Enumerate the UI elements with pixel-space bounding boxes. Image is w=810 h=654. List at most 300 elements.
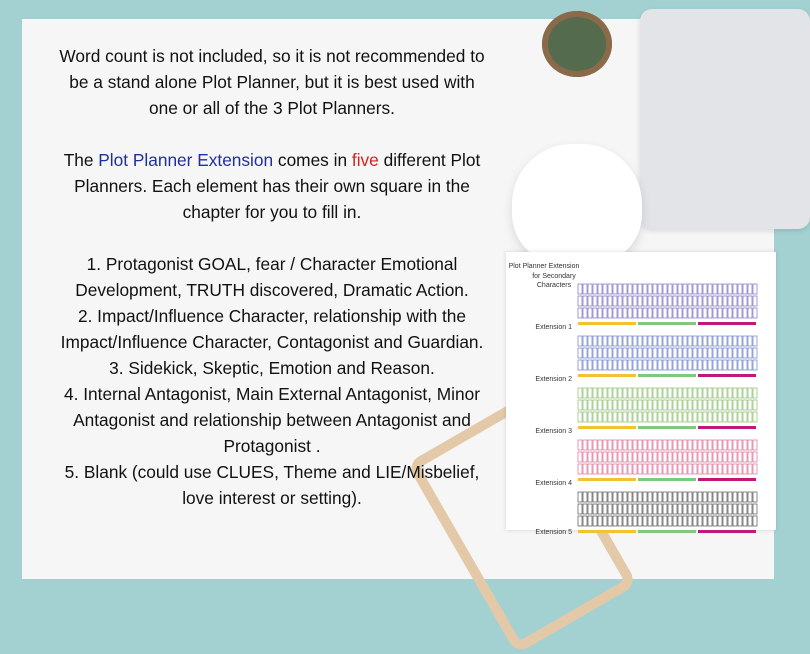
grid-cell bbox=[613, 504, 617, 514]
grid-cell bbox=[688, 504, 692, 514]
grid-cell bbox=[753, 388, 757, 398]
grid-cell bbox=[603, 516, 607, 526]
grid-cell bbox=[618, 452, 622, 462]
grid-cell bbox=[603, 440, 607, 450]
grid-cell bbox=[748, 452, 752, 462]
grid-cell bbox=[708, 516, 712, 526]
grid-cell bbox=[588, 504, 592, 514]
grid-cell bbox=[658, 452, 662, 462]
grid-cell bbox=[648, 504, 652, 514]
grid-cell bbox=[588, 296, 592, 306]
grid-cell bbox=[713, 336, 717, 346]
grid-cell bbox=[678, 516, 682, 526]
grid-cell bbox=[648, 440, 652, 450]
grid-cell bbox=[748, 336, 752, 346]
grid-cell bbox=[708, 464, 712, 474]
grid-cell bbox=[583, 336, 587, 346]
grid-cell bbox=[668, 452, 672, 462]
paragraph-1-line: Word count is not included, so it is not recommended to bbox=[59, 46, 485, 66]
keyboard-decoration bbox=[640, 9, 810, 229]
grid-cell bbox=[703, 284, 707, 294]
grid-cell bbox=[638, 308, 642, 318]
grid-cell bbox=[703, 440, 707, 450]
grid-cell bbox=[753, 360, 757, 370]
grid-cell bbox=[628, 388, 632, 398]
grid-cell bbox=[748, 504, 752, 514]
grid-cell bbox=[578, 360, 582, 370]
text-prefix: The bbox=[63, 150, 99, 170]
grid-cell bbox=[748, 516, 752, 526]
grid-cell bbox=[713, 492, 717, 502]
grid-cell bbox=[603, 388, 607, 398]
grid-cell bbox=[578, 464, 582, 474]
grid-cell bbox=[718, 296, 722, 306]
grid-cell bbox=[598, 516, 602, 526]
grid-cell bbox=[658, 440, 662, 450]
grid-cell bbox=[728, 388, 732, 398]
grid-cell bbox=[658, 388, 662, 398]
grid-cell bbox=[643, 284, 647, 294]
grid-cell bbox=[623, 452, 627, 462]
grid-cell bbox=[583, 464, 587, 474]
grid-cell bbox=[678, 348, 682, 358]
grid-cell bbox=[693, 464, 697, 474]
grid-cell bbox=[633, 388, 637, 398]
grid-cell bbox=[673, 296, 677, 306]
grid-cell bbox=[578, 400, 582, 410]
grid-cell bbox=[718, 336, 722, 346]
grid-cell bbox=[618, 464, 622, 474]
grid-cell bbox=[733, 516, 737, 526]
grid-cell bbox=[678, 308, 682, 318]
grid-cell bbox=[588, 348, 592, 358]
grid-cell bbox=[723, 308, 727, 318]
grid-cell bbox=[673, 504, 677, 514]
grid-cell bbox=[618, 308, 622, 318]
grid-accent-bar bbox=[578, 478, 636, 481]
grid-cell bbox=[678, 284, 682, 294]
grid-cell bbox=[743, 284, 747, 294]
grid-cell bbox=[598, 464, 602, 474]
grid-cell bbox=[653, 348, 657, 358]
grid-cell bbox=[608, 504, 612, 514]
grid-cell bbox=[718, 492, 722, 502]
grid-cell bbox=[623, 492, 627, 502]
description-text bbox=[22, 43, 522, 511]
grid-cell bbox=[683, 308, 687, 318]
grid-cell bbox=[623, 284, 627, 294]
grid-cell bbox=[733, 308, 737, 318]
grid-cell bbox=[588, 308, 592, 318]
grid-cell bbox=[748, 440, 752, 450]
grid-cell bbox=[613, 284, 617, 294]
grid-cell bbox=[603, 348, 607, 358]
grid-cell bbox=[728, 452, 732, 462]
grid-cell bbox=[583, 308, 587, 318]
grid-cell bbox=[613, 452, 617, 462]
grid-cell bbox=[693, 360, 697, 370]
grid-cell bbox=[618, 360, 622, 370]
grid-cell bbox=[653, 412, 657, 422]
grid-cell bbox=[593, 308, 597, 318]
grid-cell bbox=[663, 400, 667, 410]
grid-cell bbox=[693, 492, 697, 502]
grid-cell bbox=[653, 360, 657, 370]
list-line: 1. Protagonist GOAL, fear / Character Emotional bbox=[86, 254, 458, 274]
grid-accent-bar bbox=[638, 426, 696, 429]
grid-cell bbox=[703, 412, 707, 422]
grid-cell bbox=[668, 440, 672, 450]
grid-cell bbox=[713, 348, 717, 358]
list-line: Development, TRUTH discovered, Dramatic Action. bbox=[75, 280, 469, 300]
paragraph-2-line bbox=[22, 147, 522, 173]
grid-cell bbox=[598, 360, 602, 370]
grid-cell bbox=[748, 412, 752, 422]
grid-cell bbox=[673, 284, 677, 294]
grid-cell bbox=[588, 440, 592, 450]
extension-label: Extension 1 bbox=[535, 324, 572, 331]
grid-accent-bar bbox=[578, 426, 636, 429]
grid-cell bbox=[653, 440, 657, 450]
grid-cell bbox=[698, 360, 702, 370]
text-suffix: different Plot bbox=[378, 150, 481, 170]
grid-cell bbox=[658, 412, 662, 422]
grid-cell bbox=[603, 284, 607, 294]
grid-cell bbox=[648, 516, 652, 526]
grid-cell bbox=[738, 440, 742, 450]
grid-cell bbox=[623, 516, 627, 526]
grid-cell bbox=[743, 400, 747, 410]
grid-cell bbox=[598, 412, 602, 422]
grid-cell bbox=[723, 440, 727, 450]
grid-cell bbox=[733, 388, 737, 398]
grid-cell bbox=[578, 308, 582, 318]
extension-label: Extension 4 bbox=[535, 480, 572, 487]
grid-cell bbox=[668, 336, 672, 346]
grid-cell bbox=[578, 492, 582, 502]
grid-accent-bar bbox=[638, 530, 696, 533]
list-line: Antagonist and relationship between Antagonist and bbox=[73, 410, 471, 430]
grid-cell bbox=[608, 296, 612, 306]
grid-cell bbox=[633, 284, 637, 294]
grid-cell bbox=[663, 492, 667, 502]
grid-cell bbox=[708, 360, 712, 370]
grid-cell bbox=[633, 492, 637, 502]
grid-cell bbox=[698, 464, 702, 474]
grid-cell bbox=[748, 464, 752, 474]
grid-cell bbox=[738, 412, 742, 422]
grid-cell bbox=[753, 400, 757, 410]
grid-cell bbox=[693, 308, 697, 318]
grid-cell bbox=[668, 516, 672, 526]
grid-cell bbox=[588, 452, 592, 462]
grid-cell bbox=[733, 296, 737, 306]
grid-cell bbox=[708, 504, 712, 514]
grid-cell bbox=[578, 504, 582, 514]
grid-cell bbox=[628, 296, 632, 306]
planner-grids bbox=[578, 284, 757, 533]
grid-cell bbox=[673, 464, 677, 474]
grid-cell bbox=[663, 504, 667, 514]
grid-cell bbox=[593, 388, 597, 398]
grid-cell bbox=[663, 412, 667, 422]
grid-cell bbox=[633, 308, 637, 318]
grid-cell bbox=[748, 388, 752, 398]
grid-cell bbox=[633, 516, 637, 526]
grid-cell bbox=[698, 504, 702, 514]
grid-cell bbox=[753, 284, 757, 294]
grid-cell bbox=[678, 388, 682, 398]
grid-cell bbox=[663, 440, 667, 450]
grid-cell bbox=[643, 504, 647, 514]
grid-cell bbox=[728, 348, 732, 358]
grid-cell bbox=[738, 400, 742, 410]
grid-cell bbox=[583, 360, 587, 370]
grid-cell bbox=[723, 400, 727, 410]
grid-cell bbox=[743, 336, 747, 346]
grid-cell bbox=[623, 308, 627, 318]
grid-cell bbox=[608, 412, 612, 422]
grid-cell bbox=[733, 412, 737, 422]
grid-cell bbox=[683, 388, 687, 398]
grid-cell bbox=[653, 516, 657, 526]
grid-cell bbox=[638, 400, 642, 410]
grid-cell bbox=[593, 452, 597, 462]
grid-cell bbox=[738, 348, 742, 358]
grid-cell bbox=[708, 284, 712, 294]
grid-cell bbox=[733, 400, 737, 410]
grid-cell bbox=[593, 516, 597, 526]
grid-cell bbox=[723, 412, 727, 422]
grid-cell bbox=[713, 504, 717, 514]
grid-cell bbox=[653, 336, 657, 346]
grid-cell bbox=[733, 348, 737, 358]
grid-cell bbox=[693, 516, 697, 526]
grid-cell bbox=[608, 388, 612, 398]
grid-cell bbox=[668, 348, 672, 358]
list-line: 4. Internal Antagonist, Main External Antagonist, Minor bbox=[64, 384, 480, 404]
grid-accent-bar bbox=[578, 322, 636, 325]
grid-cell bbox=[638, 504, 642, 514]
grid-cell bbox=[603, 412, 607, 422]
grid-cell bbox=[718, 440, 722, 450]
grid-cell bbox=[693, 336, 697, 346]
grid-cell bbox=[738, 516, 742, 526]
grid-cell bbox=[688, 308, 692, 318]
grid-cell bbox=[733, 464, 737, 474]
grid-cell bbox=[588, 360, 592, 370]
grid-cell bbox=[693, 284, 697, 294]
grid-cell bbox=[738, 464, 742, 474]
grid-cell bbox=[648, 284, 652, 294]
grid-cell bbox=[673, 452, 677, 462]
grid-cell bbox=[578, 440, 582, 450]
grid-cell bbox=[708, 492, 712, 502]
grid-cell bbox=[658, 492, 662, 502]
grid-cell bbox=[653, 308, 657, 318]
grid-cell bbox=[583, 348, 587, 358]
list-line: 3. Sidekick, Skeptic, Emotion and Reason. bbox=[109, 358, 435, 378]
grid-cell bbox=[723, 360, 727, 370]
grid-cell bbox=[653, 296, 657, 306]
grid-cell bbox=[653, 284, 657, 294]
grid-cell bbox=[613, 492, 617, 502]
grid-cell bbox=[588, 284, 592, 294]
grid-cell bbox=[638, 516, 642, 526]
grid-cell bbox=[618, 516, 622, 526]
grid-cell bbox=[613, 516, 617, 526]
grid-cell bbox=[598, 336, 602, 346]
grid-cell bbox=[593, 284, 597, 294]
grid-cell bbox=[688, 452, 692, 462]
grid-cell bbox=[723, 504, 727, 514]
grid-cell bbox=[678, 412, 682, 422]
grid-cell bbox=[698, 440, 702, 450]
grid-cell bbox=[748, 400, 752, 410]
grid-cell bbox=[613, 348, 617, 358]
grid-cell bbox=[743, 504, 747, 514]
grid-cell bbox=[703, 308, 707, 318]
grid-cell bbox=[593, 296, 597, 306]
grid-cell bbox=[688, 516, 692, 526]
grid-cell bbox=[578, 296, 582, 306]
grid-cell bbox=[653, 452, 657, 462]
grid-cell bbox=[698, 336, 702, 346]
grid-cell bbox=[593, 492, 597, 502]
grid-accent-bar bbox=[698, 322, 756, 325]
grid-cell bbox=[598, 440, 602, 450]
grid-cell bbox=[628, 412, 632, 422]
grid-cell bbox=[658, 504, 662, 514]
grid-cell bbox=[693, 412, 697, 422]
grid-cell bbox=[678, 400, 682, 410]
grid-cell bbox=[583, 452, 587, 462]
grid-cell bbox=[693, 400, 697, 410]
grid-cell bbox=[643, 492, 647, 502]
grid-cell bbox=[683, 452, 687, 462]
grid-cell bbox=[668, 360, 672, 370]
grid-cell bbox=[633, 400, 637, 410]
grid-cell bbox=[748, 308, 752, 318]
grid-cell bbox=[633, 348, 637, 358]
grid-cell bbox=[658, 400, 662, 410]
grid-cell bbox=[658, 284, 662, 294]
grid-cell bbox=[633, 440, 637, 450]
grid-cell bbox=[638, 336, 642, 346]
grid-cell bbox=[718, 504, 722, 514]
grid-cell bbox=[608, 284, 612, 294]
grid-cell bbox=[628, 348, 632, 358]
preview-graphic bbox=[506, 252, 776, 536]
list-line: 5. Blank (could use CLUES, Theme and LIE/Misbelief, bbox=[64, 462, 480, 482]
grid-cell bbox=[618, 284, 622, 294]
grid-cell bbox=[643, 516, 647, 526]
grid-cell bbox=[588, 336, 592, 346]
grid-cell bbox=[703, 296, 707, 306]
grid-cell bbox=[648, 360, 652, 370]
extension-label: Extension 5 bbox=[535, 529, 572, 536]
grid-cell bbox=[668, 412, 672, 422]
grid-cell bbox=[663, 464, 667, 474]
grid-cell bbox=[663, 388, 667, 398]
grid-cell bbox=[648, 412, 652, 422]
grid-cell bbox=[658, 336, 662, 346]
grid-cell bbox=[643, 388, 647, 398]
grid-cell bbox=[733, 452, 737, 462]
grid-cell bbox=[753, 452, 757, 462]
grid-cell bbox=[698, 400, 702, 410]
grid-cell bbox=[663, 284, 667, 294]
grid-cell bbox=[723, 336, 727, 346]
grid-accent-bar bbox=[638, 322, 696, 325]
grid-cell bbox=[678, 464, 682, 474]
grid-cell bbox=[678, 504, 682, 514]
grid-cell bbox=[603, 296, 607, 306]
grid-cell bbox=[653, 492, 657, 502]
grid-cell bbox=[683, 440, 687, 450]
grid-cell bbox=[663, 348, 667, 358]
grid-cell bbox=[673, 388, 677, 398]
grid-cell bbox=[688, 284, 692, 294]
grid-cell bbox=[693, 440, 697, 450]
grid-cell bbox=[603, 308, 607, 318]
grid-cell bbox=[613, 308, 617, 318]
grid-cell bbox=[583, 504, 587, 514]
grid-cell bbox=[668, 296, 672, 306]
grid-cell bbox=[608, 348, 612, 358]
grid-cell bbox=[753, 308, 757, 318]
grid-cell bbox=[603, 400, 607, 410]
grid-cell bbox=[658, 296, 662, 306]
grid-cell bbox=[658, 360, 662, 370]
grid-cell bbox=[698, 284, 702, 294]
grid-cell bbox=[728, 516, 732, 526]
grid-cell bbox=[643, 348, 647, 358]
grid-cell bbox=[708, 336, 712, 346]
grid-cell bbox=[588, 492, 592, 502]
grid-cell bbox=[688, 388, 692, 398]
grid-cell bbox=[743, 360, 747, 370]
grid-cell bbox=[613, 296, 617, 306]
grid-cell bbox=[578, 452, 582, 462]
grid-cell bbox=[688, 336, 692, 346]
grid-cell bbox=[673, 348, 677, 358]
grid-cell bbox=[598, 296, 602, 306]
grid-cell bbox=[633, 464, 637, 474]
grid-cell bbox=[728, 492, 732, 502]
grid-cell bbox=[638, 452, 642, 462]
grid-cell bbox=[643, 440, 647, 450]
grid-cell bbox=[643, 412, 647, 422]
grid-cell bbox=[688, 492, 692, 502]
grid-cell bbox=[643, 400, 647, 410]
grid-cell bbox=[698, 308, 702, 318]
grid-cell bbox=[583, 284, 587, 294]
grid-cell bbox=[713, 308, 717, 318]
grid-cell bbox=[718, 284, 722, 294]
grid-cell bbox=[618, 348, 622, 358]
grid-cell bbox=[578, 284, 582, 294]
grid-cell bbox=[648, 400, 652, 410]
grid-cell bbox=[703, 452, 707, 462]
grid-cell bbox=[688, 348, 692, 358]
grid-cell bbox=[593, 348, 597, 358]
grid-cell bbox=[628, 440, 632, 450]
grid-cell bbox=[698, 296, 702, 306]
grid-cell bbox=[608, 336, 612, 346]
grid-cell bbox=[673, 336, 677, 346]
grid-cell bbox=[683, 504, 687, 514]
